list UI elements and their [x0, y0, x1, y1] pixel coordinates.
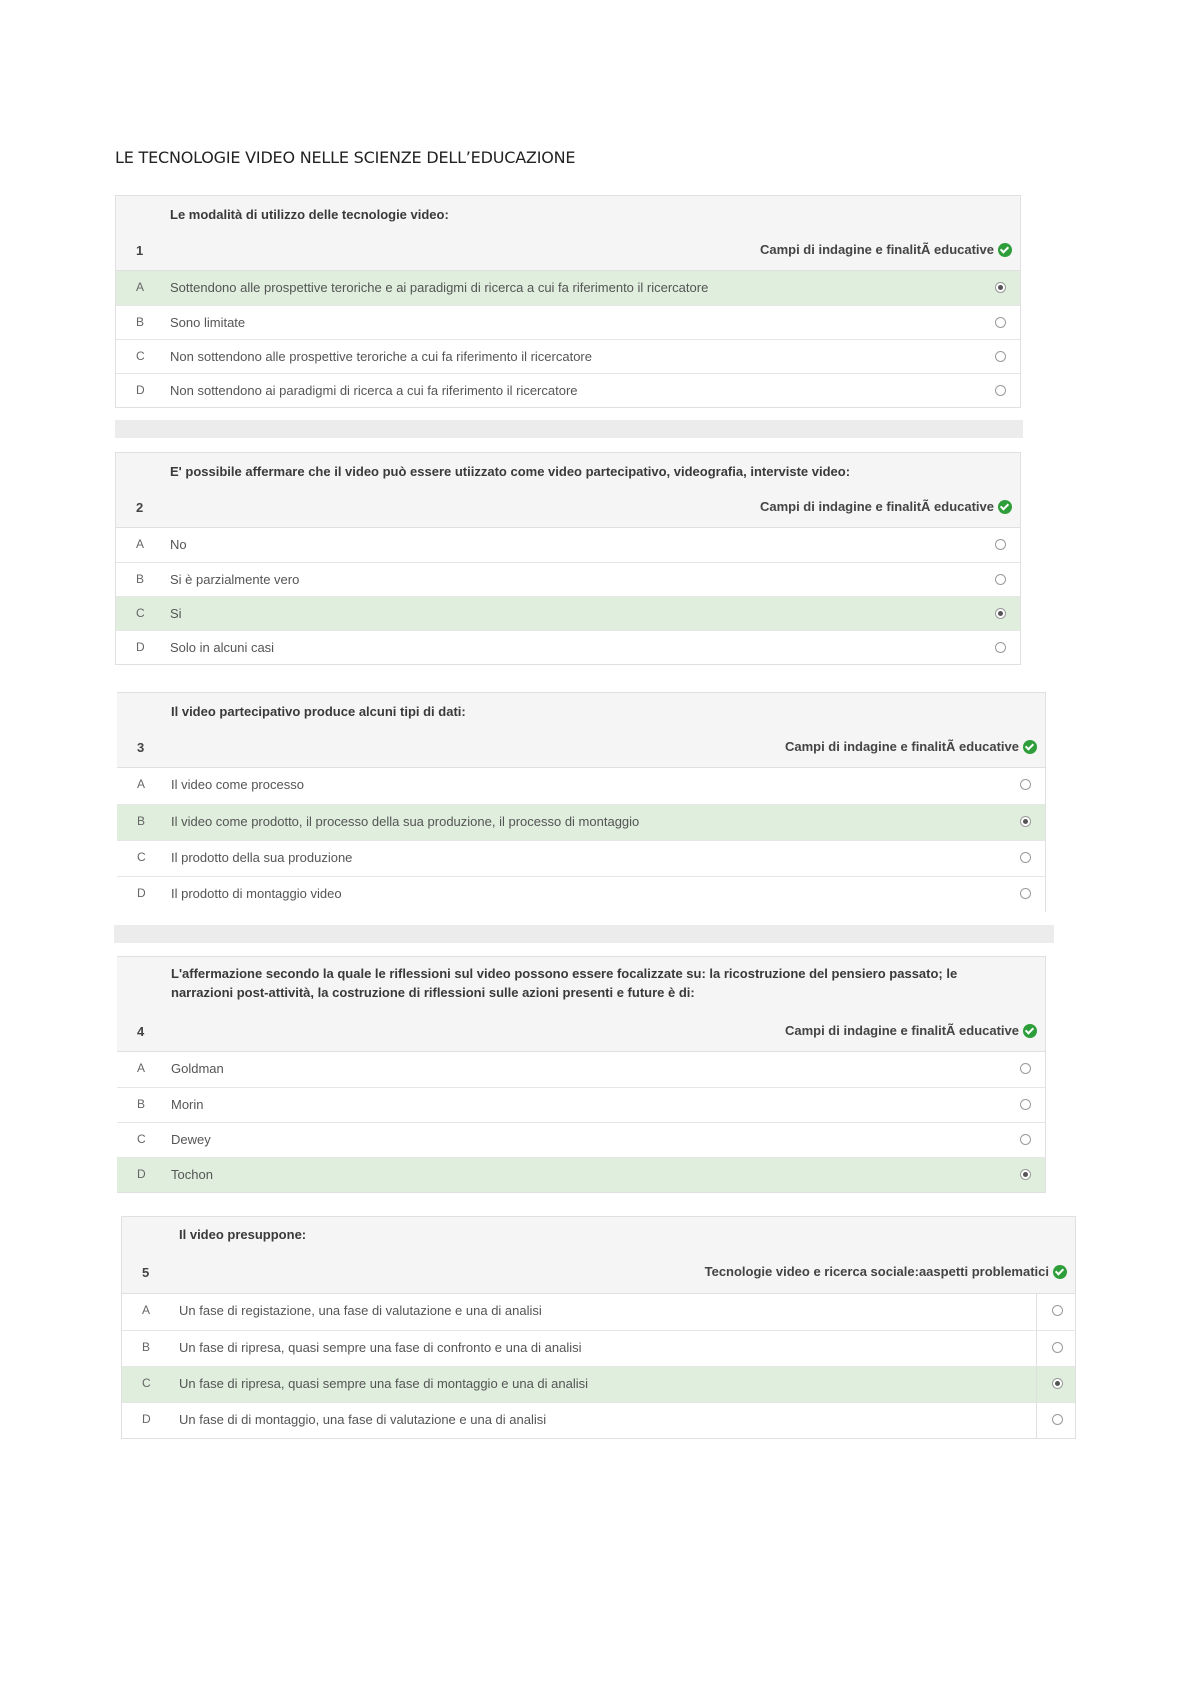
radio-button[interactable] [995, 351, 1006, 362]
options-list [122, 1294, 1075, 1438]
document-title: LE TECNOLOGIE VIDEO NELLE SCIENZE DELL’EDUCAZIONE [115, 148, 576, 167]
column-divider [1036, 1403, 1037, 1438]
question-number: 4 [137, 1024, 145, 1039]
radio-button[interactable] [1020, 1063, 1031, 1074]
option-letter: B [142, 1340, 151, 1354]
option-row[interactable] [117, 1122, 1045, 1157]
option-row[interactable] [116, 339, 1020, 373]
radio-button[interactable] [995, 642, 1006, 653]
option-row[interactable] [116, 305, 1020, 339]
option-row[interactable] [122, 1402, 1075, 1438]
question-category [760, 499, 1012, 514]
check-circle-icon [1023, 1024, 1037, 1038]
option-text: Non sottendono alle prospettive teroriche a cui fa riferimento il ricercatore [170, 349, 592, 364]
question-card-2 [115, 452, 1021, 665]
option-letter: C [136, 606, 145, 620]
question-text: Le modalità di utilizzo delle tecnologie video: [170, 207, 449, 222]
option-text: Morin [171, 1097, 204, 1112]
question-category [705, 1264, 1067, 1279]
option-text: Dewey [171, 1132, 211, 1147]
check-circle-icon [998, 500, 1012, 514]
radio-button[interactable] [995, 539, 1006, 550]
option-row[interactable] [117, 1157, 1045, 1192]
option-row[interactable] [117, 1052, 1045, 1087]
column-divider [1036, 1294, 1037, 1330]
option-text: Un fase di registazione, una fase di valutazione e una di analisi [179, 1303, 542, 1318]
option-letter: D [137, 1167, 146, 1181]
option-letter: A [137, 1061, 146, 1075]
radio-button[interactable] [1020, 1099, 1031, 1110]
option-row[interactable] [122, 1366, 1075, 1402]
options-list [117, 768, 1045, 912]
options-list [116, 271, 1020, 407]
question-number: 5 [142, 1265, 150, 1280]
option-row[interactable] [117, 840, 1045, 876]
option-row[interactable] [117, 876, 1045, 912]
option-row[interactable] [116, 528, 1020, 562]
option-letter: B [137, 814, 146, 828]
radio-button[interactable] [995, 385, 1006, 396]
option-letter: C [137, 850, 146, 864]
option-letter: A [142, 1303, 151, 1317]
option-text: Il prodotto di montaggio video [171, 886, 342, 901]
column-divider [1036, 1367, 1037, 1402]
check-circle-icon [1023, 740, 1037, 754]
question-category-label: Campi di indagine e finalitÃ educative [784, 739, 1019, 754]
options-list [116, 528, 1020, 664]
radio-button[interactable] [1020, 1169, 1031, 1180]
question-category-label: Campi di indagine e finalitÃ educative [759, 499, 994, 514]
question-header [116, 196, 1020, 271]
option-letter: B [137, 1097, 146, 1111]
option-text: Goldman [171, 1061, 224, 1076]
question-header [117, 693, 1045, 768]
radio-button[interactable] [1020, 816, 1031, 827]
question-number: 2 [136, 500, 144, 515]
option-text: Si è parzialmente vero [170, 572, 300, 587]
question-category-label: Campi di indagine e finalitÃ educative [784, 1023, 1019, 1038]
question-category [785, 739, 1037, 754]
option-text: Un fase di ripresa, quasi sempre una fase di montaggio e una di analisi [179, 1376, 589, 1391]
question-text: Il video presuppone: [179, 1227, 307, 1242]
question-card-1 [115, 195, 1021, 408]
option-row[interactable] [116, 630, 1020, 664]
radio-button[interactable] [1052, 1378, 1063, 1389]
separator [114, 925, 1054, 943]
radio-button[interactable] [1052, 1414, 1063, 1425]
separator [115, 420, 1023, 438]
question-category-label: Tecnologie video e ricerca sociale:aaspetti problematici [704, 1264, 1049, 1279]
option-text: Solo in alcuni casi [170, 640, 275, 655]
question-card-5 [121, 1216, 1076, 1439]
option-row[interactable] [116, 562, 1020, 596]
question-header [117, 957, 1045, 1052]
check-circle-icon [1053, 1265, 1067, 1279]
option-letter: D [136, 383, 145, 397]
question-category [760, 242, 1012, 257]
option-row[interactable] [117, 1087, 1045, 1122]
question-card-3 [117, 692, 1046, 912]
radio-button[interactable] [995, 608, 1006, 619]
option-text: Un fase di di montaggio, una fase di valutazione e una di analisi [179, 1412, 547, 1427]
options-list [117, 1052, 1045, 1192]
question-number: 1 [136, 243, 144, 258]
radio-button[interactable] [995, 317, 1006, 328]
option-text: No [170, 537, 187, 552]
radio-button[interactable] [1020, 852, 1031, 863]
question-text: E' possibile affermare che il video può essere utiizzato come video partecipativo, videografia, interviste video: [170, 464, 851, 479]
question-text: Il video partecipativo produce alcuni tipi di dati: [171, 704, 466, 719]
option-text: Sono limitate [170, 315, 246, 330]
question-number: 3 [137, 740, 145, 755]
question-card-4 [117, 956, 1046, 1193]
option-letter: D [137, 886, 146, 900]
radio-button[interactable] [995, 574, 1006, 585]
radio-button[interactable] [995, 282, 1006, 293]
option-letter: C [142, 1376, 151, 1390]
option-letter: D [136, 640, 145, 654]
option-letter: A [136, 280, 145, 294]
option-text: Il prodotto della sua produzione [171, 850, 353, 865]
question-header [116, 453, 1020, 528]
radio-button[interactable] [1020, 1134, 1031, 1145]
option-row[interactable] [117, 804, 1045, 840]
radio-button[interactable] [1020, 779, 1031, 790]
option-row[interactable] [122, 1330, 1075, 1366]
question-category-label: Campi di indagine e finalitÃ educative [759, 242, 994, 257]
option-row[interactable] [117, 768, 1045, 804]
option-text: Non sottendono ai paradigmi di ricerca a cui fa riferimento il ricercatore [170, 383, 578, 398]
column-divider [1036, 1331, 1037, 1366]
option-row[interactable] [116, 596, 1020, 630]
option-letter: B [136, 315, 145, 329]
radio-button[interactable] [1020, 888, 1031, 899]
option-text: Un fase di ripresa, quasi sempre una fase di confronto e una di analisi [179, 1340, 582, 1355]
question-category [785, 1023, 1037, 1038]
radio-button[interactable] [1052, 1342, 1063, 1353]
option-text: Tochon [171, 1167, 213, 1182]
option-letter: A [136, 537, 145, 551]
option-letter: C [136, 349, 145, 363]
check-circle-icon [998, 243, 1012, 257]
option-text: Sottendono alle prospettive teroriche e ai paradigmi di ricerca a cui fa riferimento il ricercatore [170, 280, 709, 295]
option-row[interactable] [116, 373, 1020, 407]
option-letter: C [137, 1132, 146, 1146]
option-letter: D [142, 1412, 151, 1426]
option-row[interactable] [122, 1294, 1075, 1330]
radio-button[interactable] [1052, 1305, 1063, 1316]
option-text: Il video come prodotto, il processo della sua produzione, il processo di montaggio [171, 814, 640, 829]
option-letter: B [136, 572, 145, 586]
question-text: L'affermazione secondo la quale le riflessioni sul video possono essere focalizzate su: la ricostruzione del pensiero passato; le narrazioni post-attività, la costruzione di riflessioni sulle azioni presenti e future è di: [171, 966, 958, 1000]
option-text: Si [170, 606, 182, 621]
question-header [122, 1217, 1075, 1294]
option-letter: A [137, 777, 146, 791]
option-row[interactable] [116, 271, 1020, 305]
option-text: Il video come processo [171, 777, 304, 792]
